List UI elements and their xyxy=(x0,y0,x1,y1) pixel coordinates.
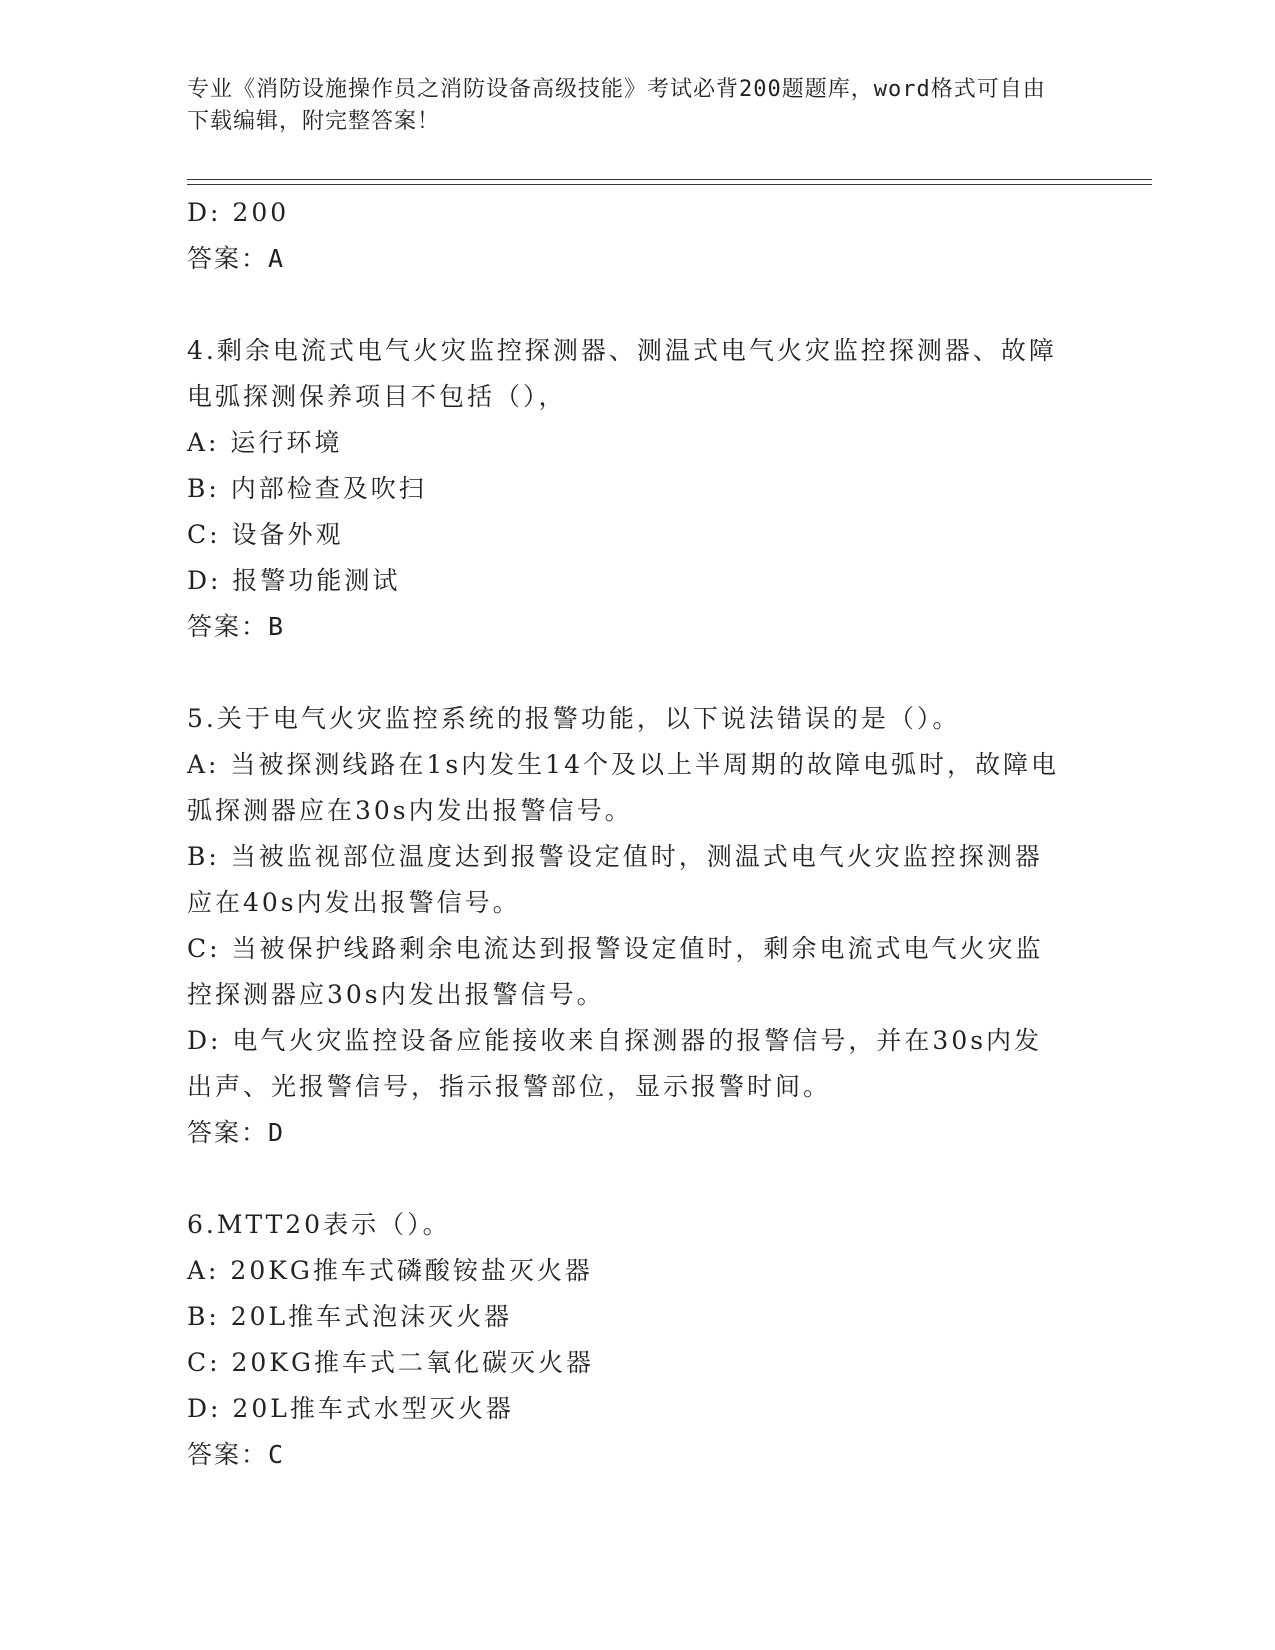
page-header: 专业《消防设施操作员之消防设备高级技能》考试必背200题题库，word格式可自由下载编辑，附完整答案！ xyxy=(187,77,1046,134)
question-stem: 6.MTT20表示（）。 xyxy=(187,1210,451,1239)
answer: 答案：D xyxy=(187,1118,286,1147)
option-b: B: 内部检查及吹扫 xyxy=(187,474,427,503)
answer: 答案：B xyxy=(187,612,286,641)
option-d: D: 电气火灾监控设备应能接收来自探测器的报警信号，并在30s内发出声、光报警信号，指示报警部位，显示报警时间。 xyxy=(187,1026,1043,1101)
question-5 xyxy=(187,696,1067,1156)
question-6 xyxy=(187,1202,1067,1478)
option-c: C: 设备外观 xyxy=(187,520,344,549)
question-stem: 4.剩余电流式电气火灾监控探测器、测温式电气火灾监控探测器、故障电弧探测保养项目不包括（）， xyxy=(187,336,1057,411)
option-a: A: 当被探测线路在1s内发生14个及以上半周期的故障电弧时，故障电弧探测器应在30s内发出报警信号。 xyxy=(187,750,1059,825)
header-rule-top xyxy=(187,179,1152,180)
header-rule-bottom xyxy=(187,184,1152,185)
option-d: D: 200 xyxy=(187,198,290,227)
question-stem: 5.关于电气火灾监控系统的报警功能，以下说法错误的是（）。 xyxy=(187,704,961,733)
answer: 答案：A xyxy=(187,244,286,273)
option-c: C: 20KG推车式二氧化碳灭火器 xyxy=(187,1348,594,1377)
option-b: B: 20L推车式泡沫灭火器 xyxy=(187,1302,513,1331)
question-4 xyxy=(187,328,1067,650)
option-d: D: 报警功能测试 xyxy=(187,566,401,595)
document-body xyxy=(187,190,1067,1478)
option-b: B: 当被监视部位温度达到报警设定值时，测温式电气火灾监控探测器应在40s内发出报警信号。 xyxy=(187,842,1043,917)
answer: 答案：C xyxy=(187,1440,286,1469)
option-a: A: 20KG推车式磷酸铵盐灭火器 xyxy=(187,1256,593,1285)
option-a: A: 运行环境 xyxy=(187,428,343,457)
option-c: C: 当被保护线路剩余电流达到报警设定值时，剩余电流式电气火灾监控探测器应30s内发出报警信号。 xyxy=(187,934,1044,1009)
question-3-tail xyxy=(187,190,1067,282)
option-d: D: 20L推车式水型灭火器 xyxy=(187,1394,514,1423)
